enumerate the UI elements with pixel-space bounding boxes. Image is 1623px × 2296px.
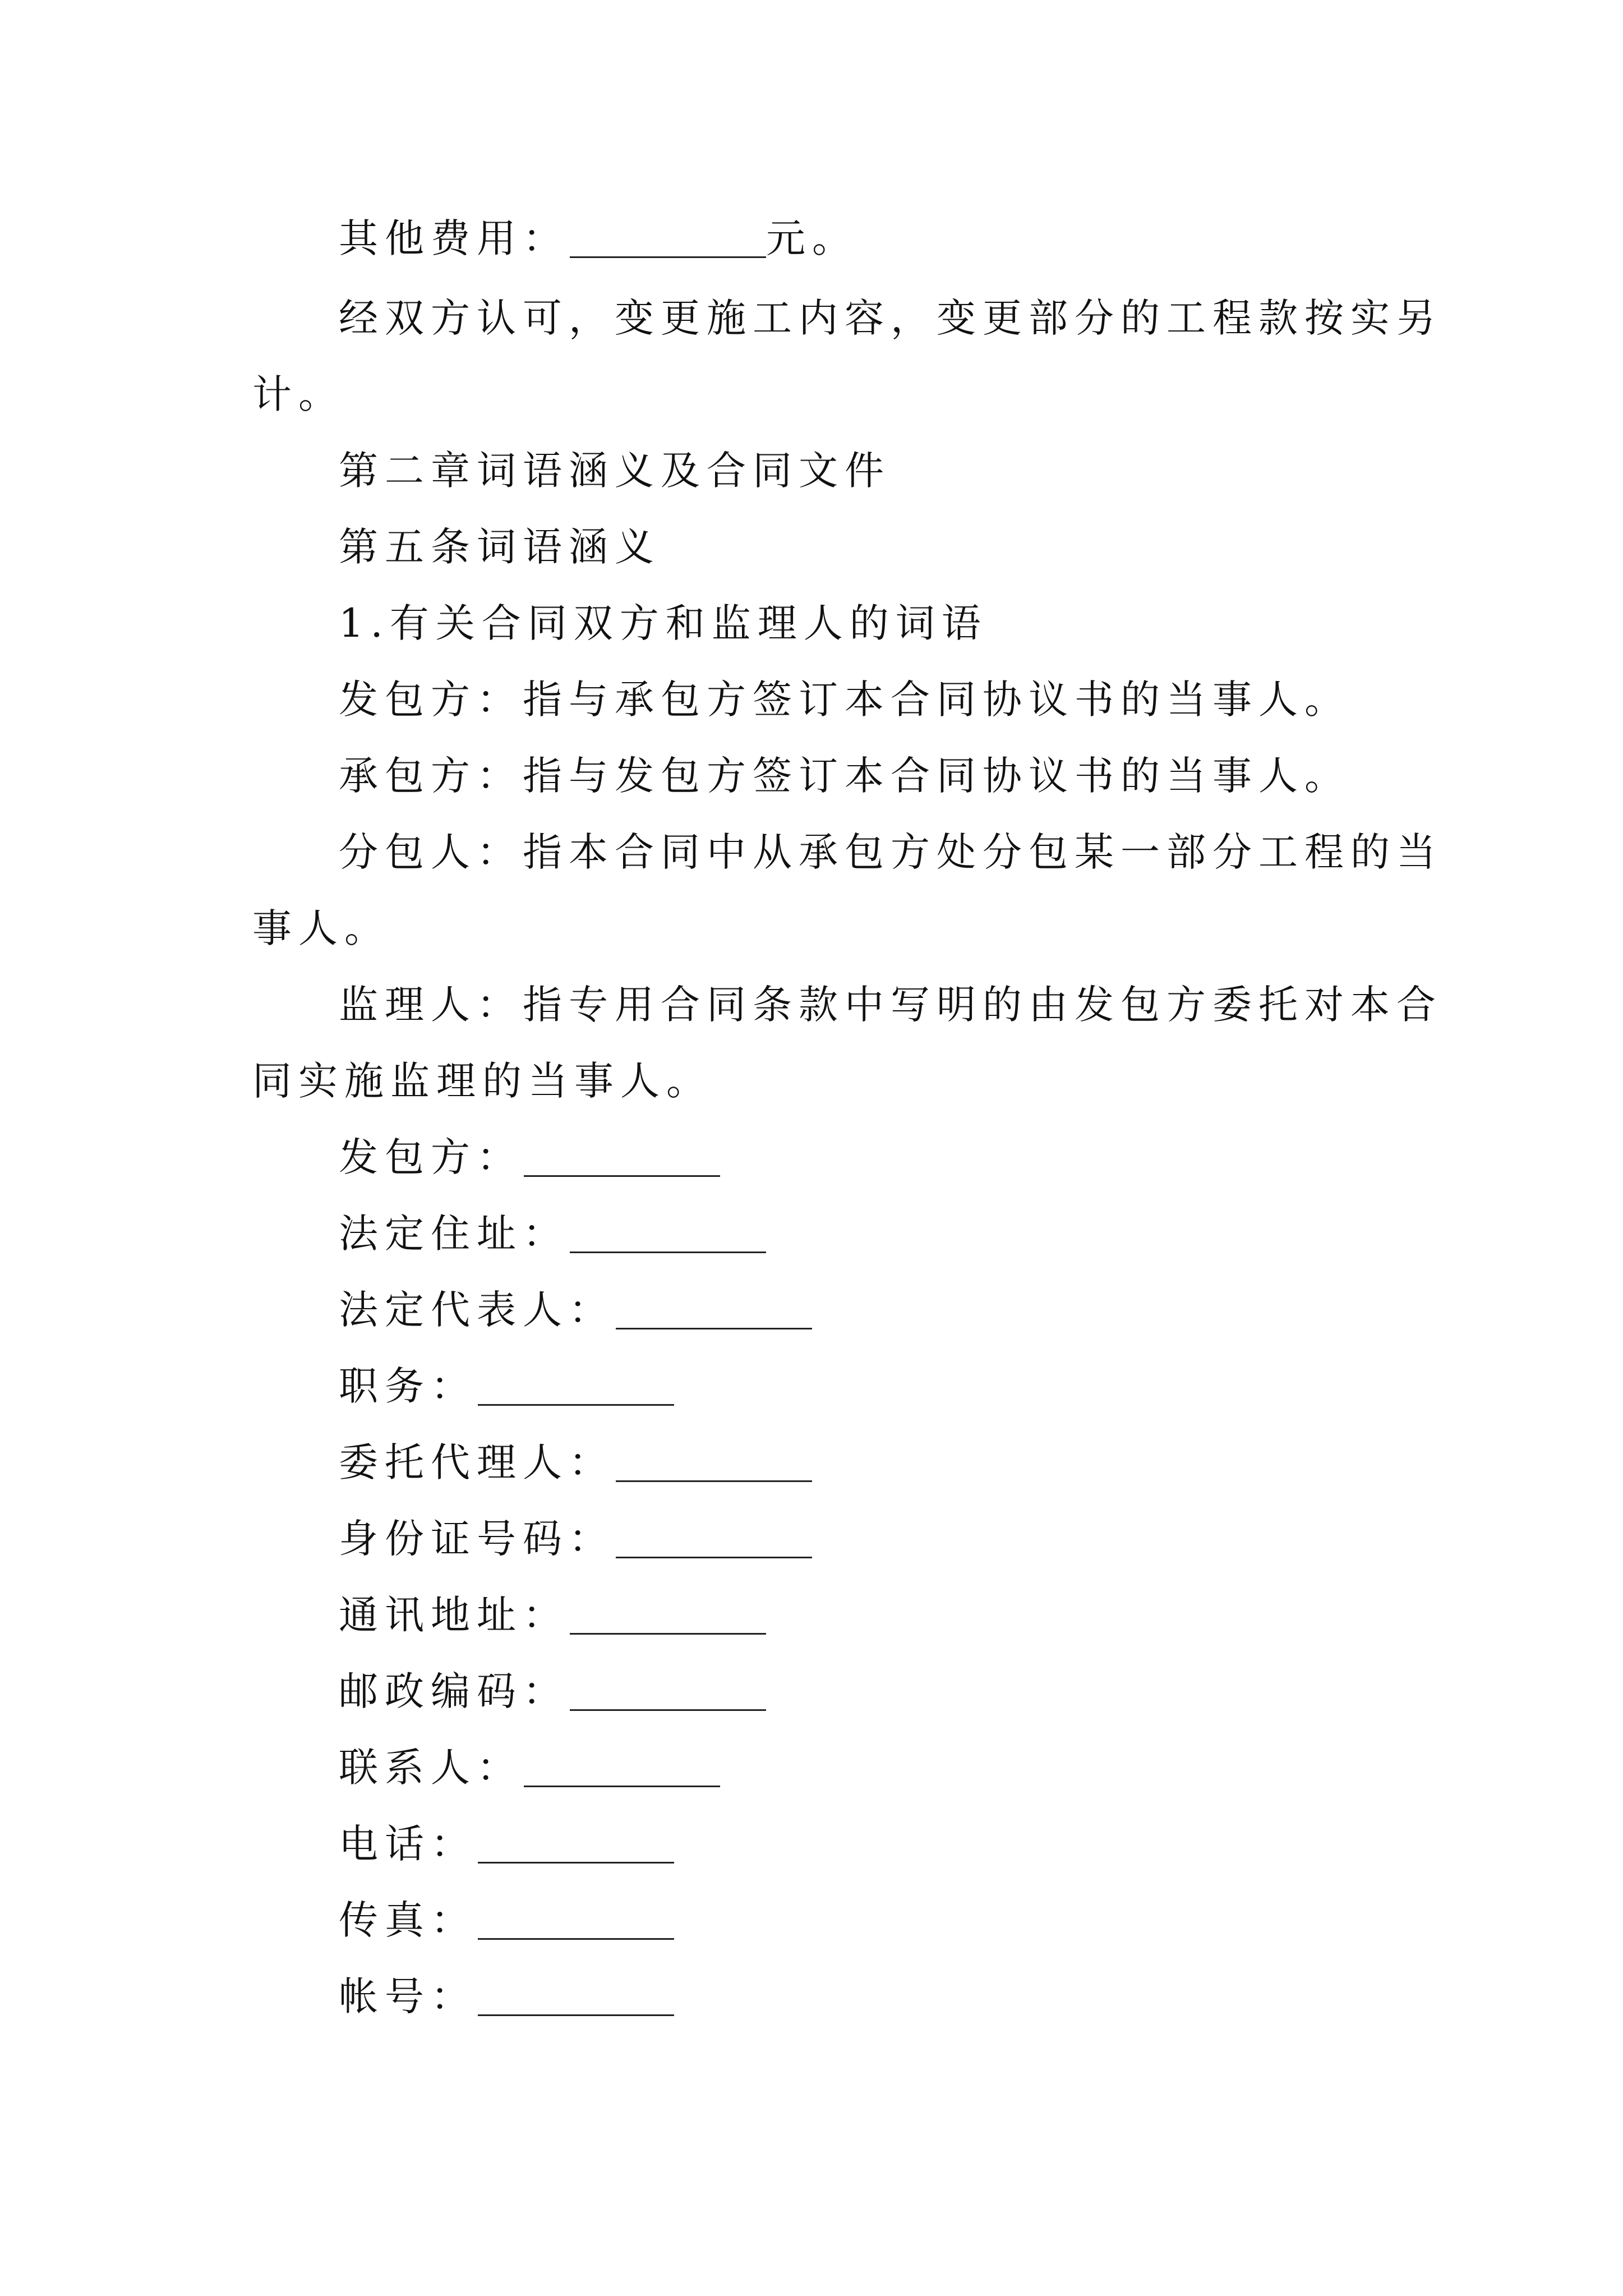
field-blank[interactable] [616,1294,812,1329]
definition-supervisor: 同实施监理的当事人。 [252,1058,712,1104]
field-label: 身份证号码： [339,1516,615,1562]
field-id-number [339,1516,812,1562]
field-legal-representative [339,1287,812,1333]
field-blank[interactable] [570,1218,766,1253]
field-mailing-address [339,1592,766,1638]
paragraph-line: 计。 [252,371,344,417]
other-fees-unit: 元。 [766,215,858,261]
field-account-number [339,1973,674,2019]
article-heading: 第五条词语涵义 [339,524,661,570]
field-label: 电话： [339,1821,477,1867]
field-postal-code [339,1668,766,1714]
other-fees-label: 其他费用： [339,215,569,261]
field-blank[interactable] [524,1752,720,1787]
field-label: 法定住址： [339,1211,569,1257]
definition-contractor: 承包方：指与发包方签订本合同协议书的当事人。 [339,753,1350,799]
field-position [339,1363,674,1409]
field-blank[interactable] [616,1447,812,1482]
field-label: 传真： [339,1897,477,1943]
field-label: 联系人： [339,1745,523,1791]
paragraph-line: 经双方认可，变更施工内容，变更部分的工程款按实另 [339,295,1442,341]
field-blank[interactable] [570,1599,766,1635]
field-label: 委托代理人： [339,1439,615,1485]
field-blank[interactable] [524,1142,720,1177]
field-label: 法定代表人： [339,1287,615,1333]
field-contact-person [339,1745,720,1791]
field-label: 帐号： [339,1973,477,2019]
other-fees-row [339,215,858,261]
definition-subcontractor: 分包人：指本合同中从承包方处分包某一部分工程的当 [339,829,1442,875]
field-blank[interactable] [478,1828,674,1864]
field-label: 职务： [339,1363,477,1409]
definition-employer: 发包方：指与承包方签订本合同协议书的当事人。 [339,677,1350,723]
field-blank[interactable] [616,1523,812,1558]
field-label: 邮政编码： [339,1668,569,1714]
field-employer [339,1134,720,1180]
item-heading: 1.有关合同双方和监理人的词语 [339,600,988,646]
field-phone [339,1821,674,1867]
field-blank[interactable] [478,1981,674,2016]
field-blank[interactable] [570,1676,766,1711]
field-fax [339,1897,674,1943]
chapter-heading: 第二章词语涵义及合同文件 [339,448,891,494]
field-blank[interactable] [478,1904,674,1940]
other-fees-blank[interactable] [570,223,766,258]
field-label: 通讯地址： [339,1592,569,1638]
field-blank[interactable] [478,1370,674,1406]
field-label: 发包方： [339,1134,523,1180]
field-legal-address [339,1211,766,1257]
definition-supervisor: 监理人：指专用合同条款中写明的由发包方委托对本合 [339,982,1442,1028]
definition-subcontractor: 事人。 [252,905,390,951]
field-agent [339,1439,812,1485]
